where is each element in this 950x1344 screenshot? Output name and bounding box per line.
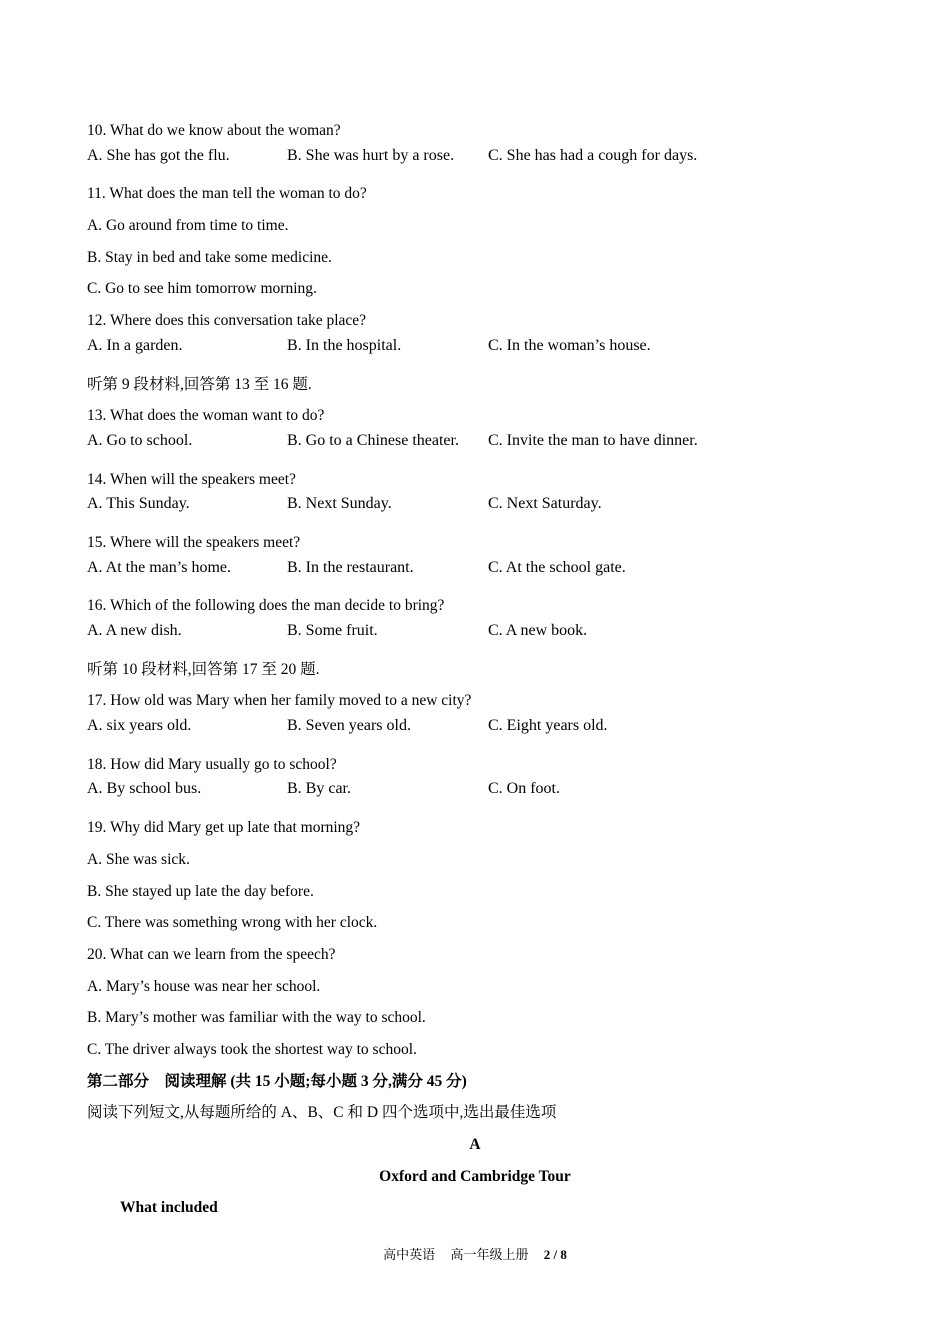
option-c: C. On foot. xyxy=(488,780,560,798)
options-row xyxy=(87,559,867,591)
option-a: A. She was sick. xyxy=(87,850,190,868)
option-c: C. Next Saturday. xyxy=(488,495,602,513)
options-row xyxy=(87,780,867,812)
question-stem: 17. How old was Mary when her family moved to a new city? xyxy=(87,692,472,710)
part2-heading: 第二部分 阅读理解 (共 15 小题;每小题 3 分,满分 45 分) xyxy=(87,1072,467,1090)
option-a: A. This Sunday. xyxy=(87,495,190,513)
option-b: B. Mary’s mother was familiar with the way to school. xyxy=(87,1009,426,1027)
question-stem: 13. What does the woman want to do? xyxy=(87,407,325,425)
question-stem: 16. Which of the following does the man decide to bring? xyxy=(87,597,445,615)
option-b: B. Seven years old. xyxy=(287,717,411,735)
option-a: A. She has got the flu. xyxy=(87,146,230,164)
option-a: A. By school bus. xyxy=(87,780,202,798)
option-b: B. In the restaurant. xyxy=(287,558,414,576)
question-stem: 10. What do we know about the woman? xyxy=(87,122,341,139)
option-a: A. Mary’s house was near her school. xyxy=(87,977,321,995)
section-instruction: 听第 10 段材料,回答第 17 至 20 题. xyxy=(87,660,320,678)
option-c: C. Go to see him tomorrow morning. xyxy=(87,280,317,298)
question-stem: 14. When will the speakers meet? xyxy=(87,470,296,488)
footer-page-number: 2 xyxy=(543,1247,551,1262)
option-a: A. Go to school. xyxy=(87,431,193,449)
question-stem: 12. Where does this conversation take place? xyxy=(87,312,367,330)
option-c: C. The driver always took the shortest way to school. xyxy=(87,1040,417,1058)
options-row xyxy=(87,432,867,464)
option-b: B. Some fruit. xyxy=(287,622,378,639)
question-stem: 20. What can we learn from the speech? xyxy=(87,945,336,963)
option-c: C. In the woman’s house. xyxy=(488,336,651,354)
options-row xyxy=(87,147,867,179)
question-stem: 11. What does the man tell the woman to do? xyxy=(87,185,367,203)
option-b: B. In the hospital. xyxy=(287,336,402,354)
part2-instruction: 阅读下列短文,从每题所给的 A、B、C 和 D 四个选项中,选出最佳选项 xyxy=(87,1104,557,1122)
option-c: C. Eight years old. xyxy=(488,717,608,735)
document-body xyxy=(87,115,867,1224)
page-footer xyxy=(0,1244,950,1263)
question-stem: 18. How did Mary usually go to school? xyxy=(87,755,337,773)
option-c: C. There was something wrong with her clock. xyxy=(87,914,378,932)
options-row xyxy=(87,717,867,749)
option-b: B. She stayed up late the day before. xyxy=(87,882,314,900)
passage-title: Oxford and Cambridge Tour xyxy=(379,1167,571,1185)
passage-letter: A xyxy=(469,1136,481,1153)
options-row xyxy=(87,495,867,527)
footer-slash: / xyxy=(553,1247,558,1262)
section-instruction: 听第 9 段材料,回答第 13 至 16 题. xyxy=(87,375,312,393)
options-row xyxy=(87,337,867,369)
option-c: C. A new book. xyxy=(488,622,588,639)
question-stem: 15. Where will the speakers meet? xyxy=(87,533,301,551)
option-b: B. Next Sunday. xyxy=(287,495,392,513)
option-a: A. At the man’s home. xyxy=(87,558,231,576)
options-row xyxy=(87,622,867,654)
footer-subject: 高中英语 xyxy=(383,1247,436,1262)
option-a: A. In a garden. xyxy=(87,336,183,354)
footer-total-pages: 8 xyxy=(560,1247,567,1262)
option-b: B. Stay in bed and take some medicine. xyxy=(87,248,332,266)
option-b: B. She was hurt by a rose. xyxy=(287,146,455,164)
option-c: C. She has had a cough for days. xyxy=(488,146,698,164)
question-stem: 19. Why did Mary get up late that morning? xyxy=(87,819,361,837)
passage-subheading: What included xyxy=(120,1199,218,1217)
footer-grade: 高一年级上册 xyxy=(450,1247,529,1262)
option-b: B. Go to a Chinese theater. xyxy=(287,431,459,449)
option-c: C. Invite the man to have dinner. xyxy=(488,431,698,449)
option-a: A. Go around from time to time. xyxy=(87,217,289,235)
option-a: A. six years old. xyxy=(87,717,192,735)
option-b: B. By car. xyxy=(287,780,351,798)
option-a: A. A new dish. xyxy=(87,622,182,639)
option-c: C. At the school gate. xyxy=(488,558,626,576)
